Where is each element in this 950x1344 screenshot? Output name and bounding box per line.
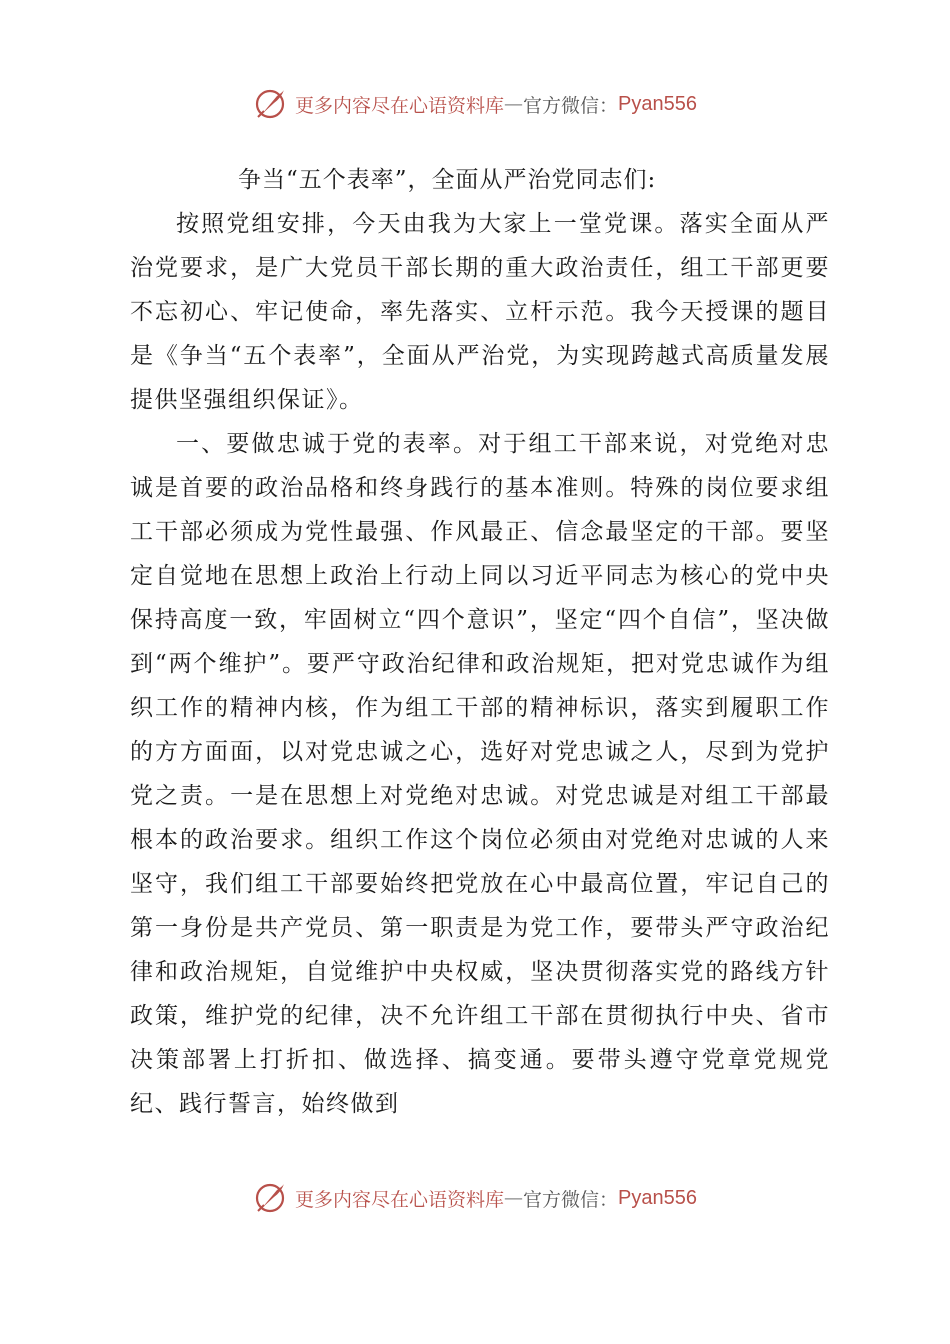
wechat-label: 官方微信： — [523, 94, 619, 117]
separator-dash: — — [504, 93, 524, 115]
document-body — [130, 158, 830, 1126]
wechat-id: Pyan556 — [618, 92, 697, 115]
footer-banner — [0, 1178, 950, 1218]
document-title: 争当“五个表率”，全面从严治党同志们: — [238, 167, 657, 193]
header-banner — [0, 84, 950, 124]
separator-dash: — — [504, 1187, 524, 1209]
brand-text: 更多内容尽在心语资料库 — [295, 1188, 505, 1211]
quill-logo-icon — [253, 86, 289, 122]
wechat-label: 官方微信： — [523, 1188, 619, 1211]
paragraph-intro: 按照党组安排，今天由我为大家上一堂党课。落实全面从严治党要求，是广大党员干部长期的重大政治责任，组工干部更要不忘初心、牢记使命，率先落实、立杆示范。我今天授课的题目是《争当“五个表率”，全面从严治党，为实现跨越式高质量发展提供坚强组织保证》。 — [130, 211, 830, 413]
quill-logo-icon — [253, 1180, 289, 1216]
brand-text: 更多内容尽在心语资料库 — [295, 94, 505, 117]
wechat-id: Pyan556 — [618, 1186, 697, 1209]
paragraph-section-one: 一、要做忠诚于党的表率。对于组工干部来说，对党绝对忠诚是首要的政治品格和终身践行的基本准则。特殊的岗位要求组工干部必须成为党性最强、作风最正、信念最坚定的干部。要坚定自觉地在思想上政治上行动上同以习近平同志为核心的党中央保持高度一致，牢固树立“四个意识”，坚定“四个自信”，坚决做到“两个维护”。要严守政治纪律和政治规矩，把对党忠诚作为组织工作的精神内核，作为组工干部的精神标识，落实到履职工作的方方面面，以对党忠诚之心，选好对党忠诚之人，尽到为党护党之责。一是在思想上对党绝对忠诚。对党忠诚是对组工干部最根本的政治要求。组织工作这个岗位必须由对党绝对忠诚的人来坚守，我们组工干部要始终把党放在心中最高位置，牢记自己的第一身份是共产党员、第一职责是为党工作，要带头严守政治纪律和政治规矩，自觉维护中央权威，坚决贯彻落实党的路线方针政策，维护党的纪律，决不允许组工干部在贯彻执行中央、省市决策部署上打折扣、做选择、搞变通。要带头遵守党章党规党纪、践行誓言，始终做到 — [130, 431, 830, 1117]
